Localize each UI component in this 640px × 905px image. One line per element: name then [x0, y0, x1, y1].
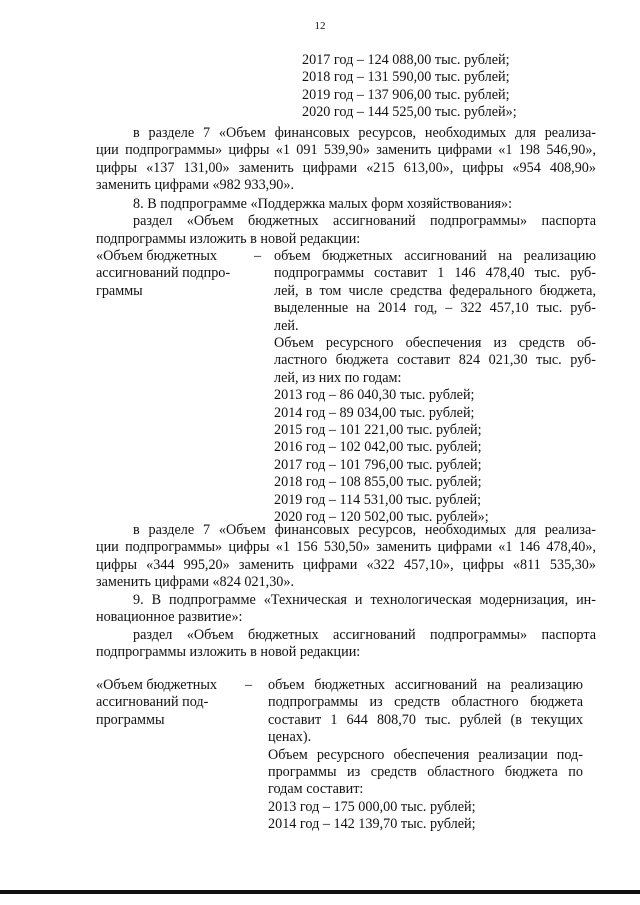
table-value-line: ценах).: [268, 729, 312, 746]
page-number: 12: [314, 20, 326, 32]
table-value-line: 2014 год – 89 034,00 тыс. рублей;: [274, 404, 475, 421]
paragraph-line: новационное развитие»:: [96, 609, 243, 626]
table-label-line: «Объем бюджетных: [96, 677, 218, 693]
paragraph-line: ции подпрограммы» цифры «1 091 539,90» заменить цифрами «1 198 546,90»,: [96, 142, 596, 159]
paragraph-line: заменить цифрами «982 933,90».: [96, 177, 295, 194]
table-value-line: 2019 год – 114 531,00 тыс. рублей;: [274, 491, 482, 508]
table-value-line: Объем ресурсного обеспечения из средств об-: [274, 335, 596, 351]
table-label-line: граммы: [96, 282, 143, 299]
table-label-line: «Объем бюджетных: [96, 248, 218, 264]
table-value-line: объем бюджетных ассигнований на реализацию: [274, 248, 596, 264]
table-value-line: 2020 год – 120 502,00 тыс. рублей»;: [274, 509, 489, 525]
table-value-line: подпрограммы из средств областного бюджета: [268, 694, 583, 711]
table-value-line: 2016 год – 102 042,00 тыс. рублей;: [274, 439, 482, 456]
table-value-line: 2013 год – 86 040,30 тыс. рублей;: [274, 387, 475, 404]
paragraph-line: раздел «Объем бюджетных ассигнований подпрограммы» паспорта: [133, 627, 596, 643]
year-line: 2019 год – 137 906,00 тыс. рублей;: [302, 86, 510, 103]
table-value-line: 2013 год – 175 000,00 тыс. рублей;: [268, 798, 476, 815]
paragraph-line: цифры «344 995,20» заменить цифрами «322 457,10», цифры «811 535,30»: [96, 556, 596, 573]
table-value-line: выделенные на 2014 год, – 322 457,10 тыс. руб-: [274, 300, 596, 317]
table-value-line: лей.: [274, 317, 299, 334]
table-value-line: подпрограммы составит 1 146 478,40 тыс. руб-: [274, 265, 596, 282]
paragraph-line: в разделе 7 «Объем финансовых ресурсов, необходимых для реализа-: [133, 522, 596, 538]
table-value-line: годам составит:: [268, 781, 364, 798]
paragraph-line: 9. В подпрограмме «Техническая и технологическая модернизация, ин-: [133, 592, 596, 608]
year-line: 2017 год – 124 088,00 тыс. рублей;: [302, 52, 510, 68]
year-line: 2018 год – 131 590,00 тыс. рублей;: [302, 69, 510, 86]
table-value-line: объем бюджетных ассигнований на реализацию: [268, 677, 583, 693]
paragraph-line: 8. В подпрограмме «Поддержка малых форм хозяйствования»:: [133, 196, 513, 212]
table-value-line: ластного бюджета составит 824 021,30 тыс. руб-: [274, 352, 596, 369]
paragraph-line: в разделе 7 «Объем финансовых ресурсов, необходимых для реализа-: [133, 125, 596, 141]
table-value-line: лей, в том числе средства федерального бюджета,: [274, 282, 596, 299]
table-value-line: программы из средств областного бюджета по: [268, 764, 583, 780]
paragraph-line: ции подпрограммы» цифры «1 156 530,50» заменить цифрами «1 146 478,40»,: [96, 539, 596, 556]
table-label-line: ассигнований под-: [96, 694, 209, 711]
paragraph-line: подпрограммы изложить в новой редакции:: [96, 644, 361, 661]
table-dash: –: [254, 248, 262, 264]
table-value-line: 2015 год – 101 221,00 тыс. рублей;: [274, 422, 482, 438]
table-value-line: 2014 год – 142 139,70 тыс. рублей;: [268, 816, 476, 833]
paragraph-line: цифры «137 131,00» заменить цифрами «215 613,00», цифры «954 408,90»: [96, 159, 596, 176]
table-value-line: 2017 год – 101 796,00 тыс. рублей;: [274, 456, 482, 473]
paragraph-line: заменить цифрами «824 021,30».: [96, 574, 295, 591]
paragraph-line: подпрограммы изложить в новой редакции:: [96, 230, 361, 247]
table-value-line: лей, из них по годам:: [274, 369, 402, 386]
table-dash: –: [245, 677, 253, 693]
table-value-line: составит 1 644 808,70 тыс. рублей (в текущих: [268, 711, 583, 728]
table-label-line: программы: [96, 711, 165, 728]
paragraph-line: раздел «Объем бюджетных ассигнований подпрограммы» паспорта: [133, 213, 596, 230]
bottom-rule: [0, 890, 640, 894]
table-value-line: Объем ресурсного обеспечения реализации под-: [268, 746, 583, 763]
year-line: 2020 год – 144 525,00 тыс. рублей»;: [302, 104, 517, 121]
table-value-line: 2018 год – 108 855,00 тыс. рублей;: [274, 474, 482, 491]
table-label-line: ассигнований подпро-: [96, 265, 231, 282]
